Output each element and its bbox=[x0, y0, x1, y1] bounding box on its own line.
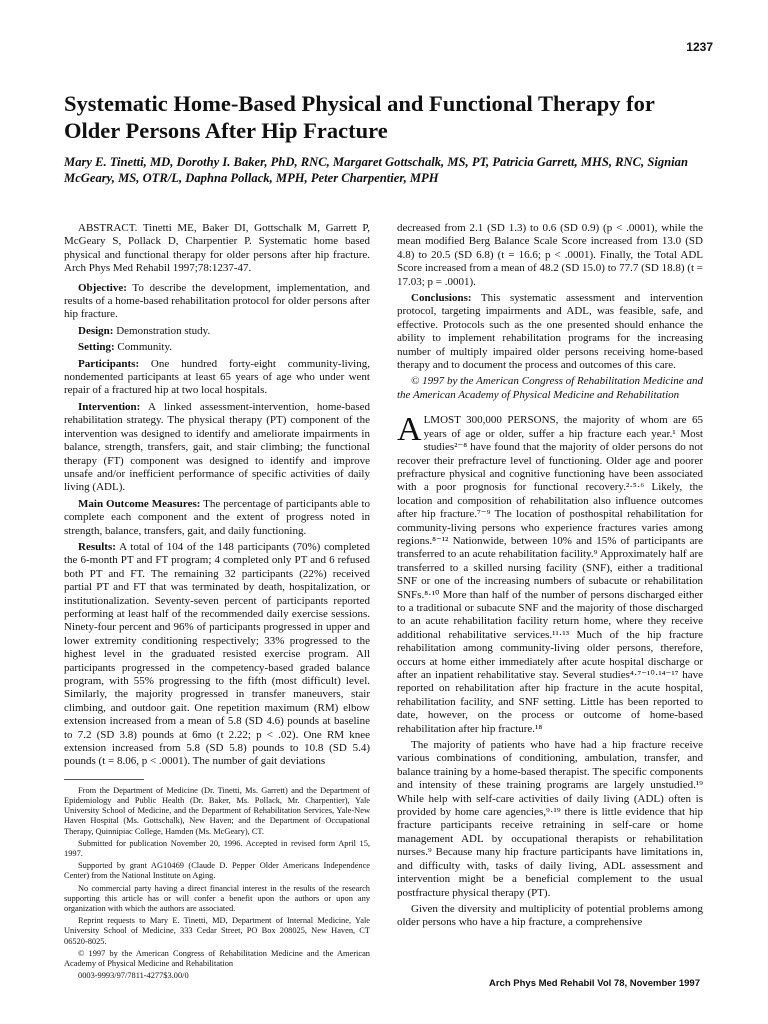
footnote-disclosure: No commercial party having a direct financial interest in the results of the research supporting this article has or will confer a benefit upon the authors or upon any organization with which the authors are associated. bbox=[64, 883, 370, 914]
setting-text: Community. bbox=[114, 341, 173, 354]
participants-heading: Participants: bbox=[78, 357, 140, 370]
design-text: Demonstration study. bbox=[113, 324, 211, 337]
footnote-support: Supported by grant AG10469 (Claude D. Pepper Older Americans Independence Center) from the National Institute on Aging. bbox=[64, 861, 370, 881]
footnote-copyright: © 1997 by the American Congress of Rehabilitation Medicine and the American Academy of Physical Medicine and Rehabilitation bbox=[64, 948, 370, 969]
results-paragraph bbox=[64, 541, 370, 769]
outcome-text: The percentage of participants able to complete each component and the extent of progress noted in strength, balance, transfers, gait, and daily functioning. bbox=[64, 497, 371, 537]
results-heading: Results: bbox=[78, 540, 116, 553]
right-column bbox=[397, 222, 703, 933]
footnote-issn: 0003-9993/97/7811-4277$3.00/0 bbox=[78, 971, 189, 981]
footnote-affiliation: From the Department of Medicine (Dr. Tinetti, Ms. Garrett) and the Department of Epidemiology and Public Health (Dr. Baker, Ms. Pollack, Mr. Charpentier), Yale University School of Medicine, and the Department of Rehabilitation Services, Yale-New Haven Hospital (Ms. Gottschalk), New Haven; and the Department of Occupational Therapy, Quinnipiac College, Hamden (Ms. McGeary), CT. bbox=[64, 785, 370, 836]
intervention-paragraph bbox=[64, 401, 370, 495]
design-paragraph bbox=[64, 325, 370, 338]
footnote-submitted: Submitted for publication November 20, 1996. Accepted in revised form April 15, 1997. bbox=[64, 838, 370, 859]
setting-heading: Setting: bbox=[78, 341, 115, 354]
participants-text: One hundred forty-eight community-living, nondemented participants at least 65 years of age who under went repair of a fractured hip at two local hospitals. bbox=[64, 357, 370, 397]
results-text: A total of 104 of the 148 participants (70%) completed the 6-month PT and FT program; 4 completed only PT and 6 refused both PT and FT. The remaining 32 participants (22%) received partial PT and FT that was terminated by death, hospitalization, or institutionalization. Seventy-seven percent of participants reported performing at least half of the recommended daily exercise sessions. Ninety-four percent and 96% of participants progressed in upper and lower extremity conditioning respectively; 33% progressed to the highest level in the graduated resisted exercise program. All participants progressed in the competency-based graded balance program, with 55% progressing to the fifth (most difficult) level. Similarly, the majority progressed in transfer maneuvers, stair climbing, and outdoor gait. One repetition maximum (RM) elbow extension increased from a mean of 5.8 (SD 4.6) pounds at baseline to 7.2 (SD 3.8) pounds at 6mo (t 2.22; p < .02). One RM knee extension increased from 5.8 (SD 5.8) pounds to 10.8 (SD 5.4) pounds (t = 8.06, p < .0001). The number of gait deviations bbox=[64, 540, 370, 768]
objective-text: To describe the development, implementation, and results of a home-based rehabilitation protocol for older persons after hip fracture. bbox=[64, 281, 370, 321]
journal-footer: Arch Phys Med Rehabil Vol 78, November 1997 bbox=[488, 978, 700, 989]
intro-paragraph-2: The majority of patients who have had a hip fracture receive various combinations of conditioning, ambulation, transfer, and balance training by a home-based therapist. The specific components and intensity of these training programs are largely unstudied.¹⁹ While help with self-care activities of daily living (ADL) often is provided by home care agencies,⁹·¹⁹ there is little evidence that hip fracture participants receive retraining in self-care or home management ADL by occupational therapists or rehabilitation nurses.⁹ Because many hip fracture participants have limitations in, and difficulty with, tasks of daily living, ADL assessment and intervention might be a beneficial complement to the usual postfracture physical therapy (PT). bbox=[397, 739, 703, 899]
abstract-citation: ABSTRACT. Tinetti ME, Baker DI, Gottschalk M, Garrett P, McGeary S, Pollack D, Charpentier P. Systematic home based physical and functional therapy for older persons after hip fracture. Arch Phys Med Rehabil 1997;78:1237-47. bbox=[64, 222, 370, 275]
footnote-reprints: Reprint requests to Mary E. Tinetti, MD, Department of Internal Medicine, Yale University School of Medicine, 333 Cedar Street, PO Box 208025, New Haven, CT 06520-8025. bbox=[64, 916, 370, 946]
abstract-copyright: © 1997 by the American Congress of Rehabilitation Medicine and the American Academy of Physical Medicine and Rehabilitation bbox=[397, 375, 703, 401]
objective-heading: Objective: bbox=[78, 281, 127, 294]
page-number: 1237 bbox=[686, 40, 713, 54]
left-column bbox=[64, 222, 370, 984]
conclusions-text: This systematic assessment and intervention protocol, targeting impairments and ADL, was feasible, safe, and effective. Protocols such as the one presented should enhance the ability to implement rehabilitation programs for the increasing number of multiply impaired older persons receiving home-based therapy and to document the process and outcomes of this care. bbox=[397, 292, 703, 372]
setting-paragraph bbox=[64, 341, 370, 354]
participants-paragraph bbox=[64, 358, 370, 398]
author-list: Mary E. Tinetti, MD, Dorothy I. Baker, PhD, RNC, Margaret Gottschalk, MS, PT, Patricia Garrett, MHS, RNC, Signian McGeary, MS, OTR/L, Daphna Pollack, MPH, Peter Charpentier, MPH bbox=[64, 155, 688, 185]
design-heading: Design: bbox=[78, 324, 114, 337]
results-continued: decreased from 2.1 (SD 1.3) to 0.6 (SD 0.9) (p < .0001), while the mean modified Berg Balance Scale Score increased from 13.0 (SD 4.8) to 20.5 (SD 6.8) (t = 16.6; p < .0001). Finally, the Total ADL Score increased from a mean of 48.2 (SD 15.0) to 77.7 (SD 18.8) (t = 17.03; p = .0001). bbox=[397, 222, 703, 288]
drop-cap: A bbox=[397, 411, 422, 449]
conclusions-paragraph bbox=[397, 292, 703, 372]
footnotes bbox=[64, 786, 370, 982]
introduction bbox=[397, 411, 703, 929]
intervention-text: A linked assessment-intervention, home-based rehabilitation strategy. The physical therapy (PT) component of the intervention was designed to identify and ameliorate impairments in balance, strength, transfers, gait, and stair climbing; the functional therapy (FT) component was designed to identify and improve unsafe and/or inefficient performance of specific activities of daily living (ADL). bbox=[64, 400, 370, 494]
intro-paragraph-1 bbox=[397, 411, 703, 736]
outcome-paragraph bbox=[64, 498, 370, 538]
outcome-heading: Main Outcome Measures: bbox=[78, 497, 201, 510]
conclusions-heading: Conclusions: bbox=[411, 292, 472, 305]
intro-paragraph-1-text: LMOST 300,000 PERSONS, the majority of whom are 65 years of age or older, suffer a hip fracture each year.¹ Most studies²⁻⁸ have found that the majority of older persons do not recover their prefracture level of functioning. Older age and poorer prefracture physical and cognitive functioning have been associated with a poor prognosis for functional recovery.²·⁵·⁶ Likely, the location and composition of rehabilitation also influence outcomes after hip fracture.⁷⁻⁹ The location of posthospital rehabilitation for community-living persons who experience fractures varies among regions.⁸⁻¹² Nationwide, between 10% and 15% of participants are transferred to an acute rehabilitation facility.⁹ Approximately half are transferred to a skilled nursing facility (SNF), either a traditional SNF or one of the increasing numbers of subacute or rehabilitation SNFs.⁸·¹⁰ More than half of the number of persons discharged either to a traditional or subacute SNF and the majority of those discharged to an acute rehabilitation facility return home, where they receive additional rehabilitative services.¹¹·¹³ Much of the hip fracture rehabilitation among community-living older persons, therefore, occurs at home either immediately after acute hospital discharge or after an inpatient rehabilitative stay. Several studies⁴·⁷⁻¹⁰·¹⁴⁻¹⁷ have reported on rehabilitation after hip fracture in the acute hospital, rehabilitation facility, and SNF setting. Little has been reported to date, however, on the process or outcome of home-based rehabilitation after hip fracture.¹⁸ bbox=[397, 414, 703, 735]
footnote-divider bbox=[64, 779, 144, 780]
objective-paragraph bbox=[64, 282, 370, 322]
intro-paragraph-3: Given the diversity and multiplicity of potential problems among older persons who have a hip fracture, a comprehensive bbox=[397, 902, 703, 929]
intervention-heading: Intervention: bbox=[78, 400, 141, 413]
article-title: Systematic Home-Based Physical and Functional Therapy for Older Persons After Hip Fracture bbox=[64, 91, 655, 143]
